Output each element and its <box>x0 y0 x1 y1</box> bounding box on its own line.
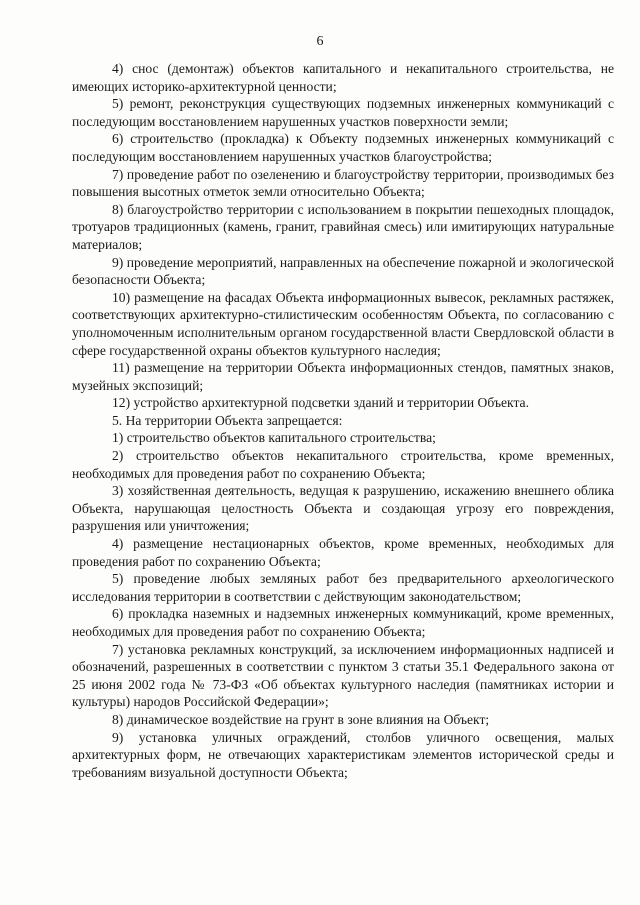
prohibited-7: 7) установка рекламных конструкций, за исключением информационных надписей и обозначений, разрешенных в соответствии с пунктом 3 статьи 35.1 Федерального закона от 25 июня 2002 года № 73-ФЗ «Об объектах культурного наследия (памятниках истории и культуры) народов Российской Федерации»; <box>72 641 614 710</box>
prohibited-8: 8) динамическое воздействие на грунт в зоне влияния на Объект; <box>112 711 490 727</box>
paragraph-11-stands: 11) размещение на территории Объекта информационных стендов, памятных знаков, музейных экспозиций; <box>72 360 614 393</box>
prohibited-1: 1) строительство объектов капитального строительства; <box>112 430 436 446</box>
prohibited-3: 3) хозяйственная деятельность, ведущая к разрушению, искажению внешнего облика Объекта, нарушающая целостность Объекта и создающая угрозу его повреждения, разрушения или уничтожения; <box>72 483 614 534</box>
prohibited-6: 6) прокладка наземных и надземных инженерных коммуникаций, кроме временных, необходимых для проведения работ по сохранению Объекта; <box>72 606 614 639</box>
prohibited-5: 5) проведение любых земляных работ без предварительного археологического исследования территории в соответствии с действующим законодательством; <box>72 571 614 604</box>
prohibited-4: 4) размещение нестационарных объектов, кроме временных, необходимых для проведения работ по сохранению Объекта; <box>72 536 614 569</box>
paragraph-5-repair: 5) ремонт, реконструкция существующих подземных инженерных коммуникаций с последующим восстановлением нарушенных участков поверхности земли; <box>72 96 614 129</box>
paragraph-7-landscaping: 7) проведение работ по озеленению и благоустройству территории, производимых без повышения высотных отметок земли относительно Объекта; <box>72 166 614 200</box>
prohibited-9: 9) установка уличных ограждений, столбов уличного освещения, малых архитектурных форм, не отвечающих характеристикам элементов исторической среды и требованиям визуальной доступности Объекта; <box>72 729 614 780</box>
page-number: 6 <box>316 34 324 49</box>
paragraph-9-safety: 9) проведение мероприятий, направленных на обеспечение пожарной и экологической безопасности Объекта; <box>72 254 614 288</box>
paragraph-6-construction-utilities: 6) строительство (прокладка) к Объекту подземных инженерных коммуникаций с последующим восстановлением нарушенных участков благоустройства; <box>72 131 614 164</box>
paragraph-12-lighting: 12) устройство архитектурной подсветки зданий и территории Объекта. <box>112 395 529 411</box>
paragraph-10-signage: 10) размещение на фасадах Объекта информационных вывесок, рекламных растяжек, соответствующих архитектурно-стилистическим особенностям Объекта, по согласованию с уполномоченным исполнительным органом государственной власти Свердловской области в сфере государственной охраны объектов культурного наследия; <box>72 289 614 358</box>
paragraph-4-demolition: 4) снос (демонтаж) объектов капитального и некапитального строительства, не имеющих историко-архитектурной ценности; <box>72 61 614 94</box>
prohibited-2: 2) строительство объектов некапитального строительства, кроме временных, необходимых для проведения работ по сохранению Объекта; <box>72 448 614 481</box>
document-body <box>72 60 614 781</box>
section-5-heading: 5. На территории Объекта запрещается: <box>112 412 343 428</box>
paragraph-8-improvement: 8) благоустройство территории с использованием в покрытии пешеходных площадок, тротуаров традиционных (камень, гранит, гравийная смесь) или имитирующих натуральные материалов; <box>72 201 614 252</box>
